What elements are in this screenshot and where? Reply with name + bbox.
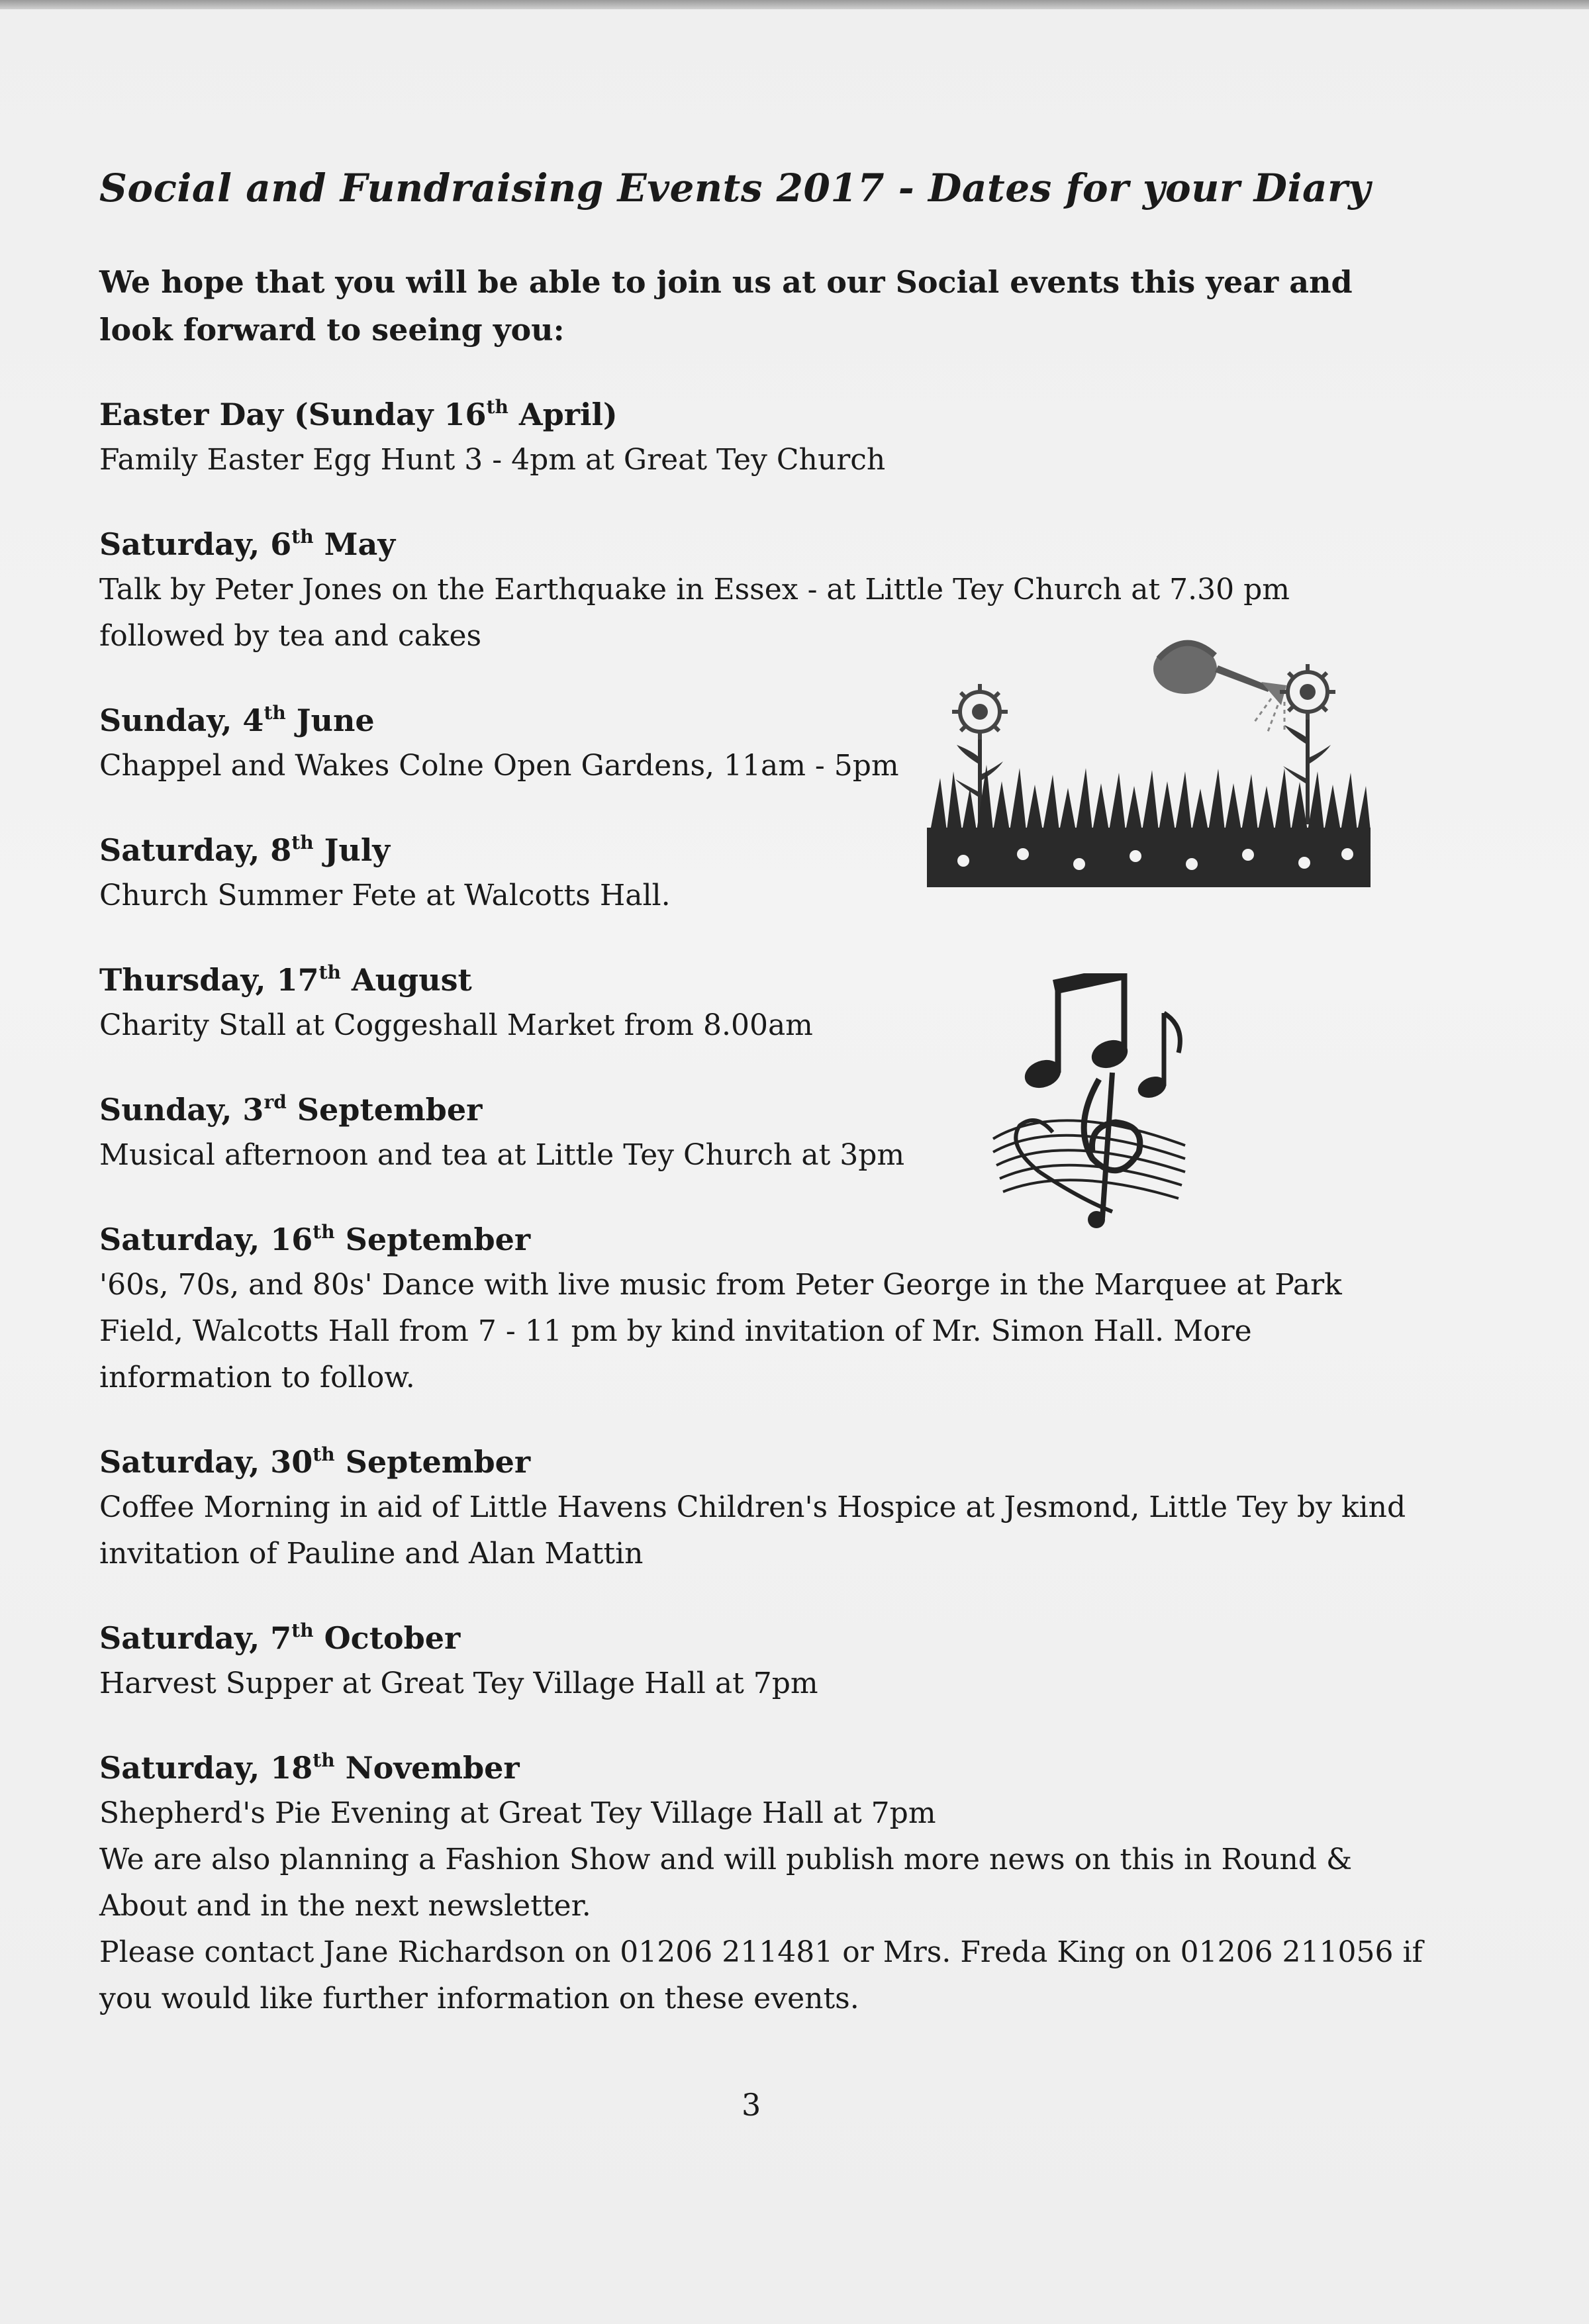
event-date <box>99 1616 1423 1661</box>
event-item <box>99 1616 1423 1707</box>
event-date-month: October <box>313 1620 461 1656</box>
event-date-ordinal: th <box>313 1221 335 1243</box>
event-date-month: November <box>334 1750 520 1786</box>
event-description: '60s, 70s, and 80s' Dance with live music from Peter George in the Marquee at Park Field, Walcotts Hall from 7 - 11 pm by kind invitation of Mr. Simon Hall. More information to follow. <box>99 1268 1342 1394</box>
event-item <box>99 1087 1423 1179</box>
event-date-ordinal: th <box>291 526 314 548</box>
event-description: Chappel and Wakes Colne Open Gardens, 11am - 5pm <box>99 749 899 783</box>
event-date-main: Sunday, 4 <box>99 702 264 738</box>
event-date-ordinal: th <box>313 1749 335 1771</box>
event-date-main: Saturday, 16 <box>99 1222 313 1257</box>
event-date-ordinal: th <box>313 1443 335 1465</box>
event-description: Talk by Peter Jones on the Earthquake in Essex - at Little Tey Church at 7.30 pm followed by tea and cakes <box>99 573 1290 653</box>
event-date-month: April) <box>508 397 618 432</box>
event-date-month: September <box>334 1222 531 1257</box>
event-date-main: Saturday, 7 <box>99 1620 292 1656</box>
event-description: Family Easter Egg Hunt 3 - 4pm at Great Tey Church <box>99 443 886 477</box>
event-date-month: August <box>340 962 472 998</box>
page-number: 3 <box>742 2087 761 2123</box>
event-item <box>99 1745 1423 2022</box>
event-date-month: June <box>285 702 375 738</box>
event-date-main: Thursday, 17 <box>99 962 319 998</box>
event-date <box>99 392 1423 437</box>
event-date-month: July <box>313 832 391 868</box>
event-date-main: Sunday, 3 <box>99 1092 264 1128</box>
event-date <box>99 1439 1423 1484</box>
event-item <box>99 1217 1423 1401</box>
flowers-watering-can-icon <box>924 632 1374 887</box>
event-description: Church Summer Fete at Walcotts Hall. <box>99 879 671 912</box>
event-date <box>99 1745 1423 1790</box>
event-date-month: May <box>313 526 396 562</box>
grass-icon <box>927 765 1371 887</box>
event-date-main: Saturday, 8 <box>99 832 292 868</box>
page-heading: Social and Fundraising Events 2017 - Dates for your Diary <box>99 166 1371 211</box>
event-date <box>99 1087 1423 1132</box>
event-item <box>99 957 1423 1049</box>
event-date-ordinal: th <box>264 702 286 724</box>
event-date-month: September <box>334 1444 531 1480</box>
event-date-ordinal: rd <box>264 1091 287 1113</box>
event-date-month: September <box>286 1092 483 1128</box>
event-date-main: Saturday, 30 <box>99 1444 313 1480</box>
event-date <box>99 522 1423 567</box>
event-description: Musical afternoon and tea at Little Tey Church at 3pm <box>99 1138 905 1172</box>
event-date-ordinal: th <box>291 1620 314 1641</box>
event-item <box>99 392 1423 483</box>
event-date-ordinal: th <box>291 832 314 853</box>
event-description: Shepherd's Pie Evening at Great Tey Village Hall at 7pm <box>99 1796 936 1830</box>
event-date-main: Saturday, 18 <box>99 1750 313 1786</box>
event-date-main: Easter Day (Sunday 16 <box>99 397 487 432</box>
content <box>99 166 1423 2060</box>
watering-can-icon <box>1153 643 1286 732</box>
scan-top-edge <box>0 0 1589 9</box>
event-description: Harvest Supper at Great Tey Village Hall at 7pm <box>99 1667 818 1700</box>
event-description: Please contact Jane Richardson on 01206 211481 or Mrs. Freda King on 01206 211056 if you would like further information on these events. <box>99 1935 1423 2015</box>
event-date <box>99 957 1423 1002</box>
event-date-ordinal: th <box>486 396 508 418</box>
event-description: We are also planning a Fashion Show and will publish more news on this in Round & About and in the next newsletter. <box>99 1843 1353 1923</box>
music-notes-treble-clef-icon <box>980 973 1192 1238</box>
event-date-ordinal: th <box>318 961 341 983</box>
event-date <box>99 1217 1423 1262</box>
event-description: Charity Stall at Coggeshall Market from 8.00am <box>99 1008 813 1042</box>
event-item <box>99 1439 1423 1577</box>
right-flower-icon <box>1280 664 1335 824</box>
event-description: Coffee Morning in aid of Little Havens Children's Hospice at Jesmond, Little Tey by kind invitation of Pauline and Alan Mattin <box>99 1490 1406 1571</box>
intro-text: We hope that you will be able to join us at our Social events this year and look forward to seeing you: <box>99 264 1353 348</box>
event-date-main: Saturday, 6 <box>99 526 292 562</box>
